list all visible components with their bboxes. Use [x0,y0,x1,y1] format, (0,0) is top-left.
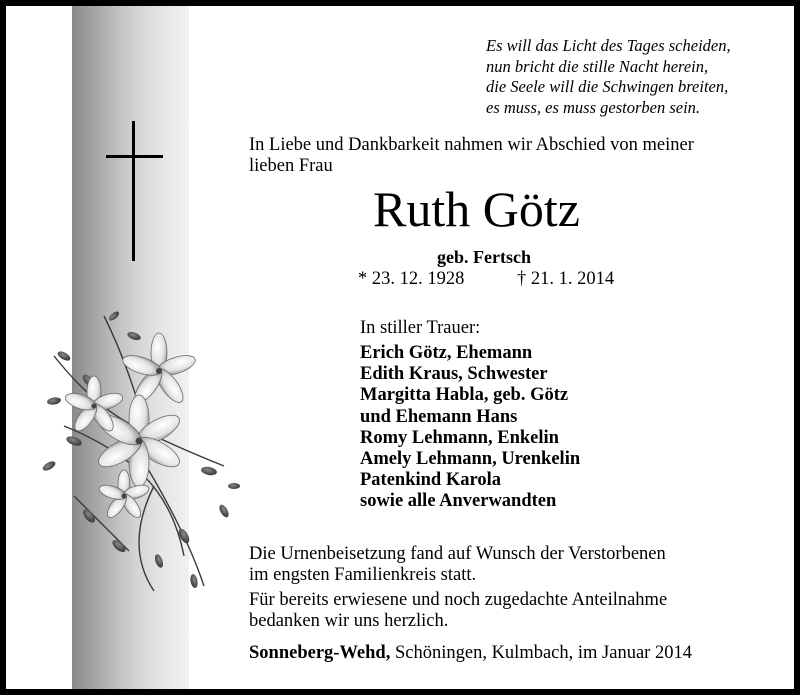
mourner-item: Margitta Habla, geb. Götz [360,385,569,406]
burial-note-line: Die Urnenbeisetzung fand auf Wunsch der Verstorbenen [249,544,666,564]
maiden-name: geb. Fertsch [437,247,531,267]
thanks-note-line: Für bereits erwiesene und noch zugedachte Anteilnahme [249,590,668,610]
mourner-item: und Ehemann Hans [360,406,518,427]
mourning-heading: In stiller Trauer: [360,318,481,338]
cross-icon [106,121,166,263]
place-rest: Schöningen, Kulmbach, im Januar 2014 [390,643,692,663]
death-date: † 21. 1. 2014 [517,269,615,289]
place-and-date [249,643,692,664]
burial-note-line: im engsten Familienkreis statt. [249,565,477,585]
mourners-list [360,343,580,513]
mourner-item: sowie alle Anverwandten [360,491,557,512]
mourner-item: Amely Lehmann, Urenkelin [360,449,581,470]
poem-line: es muss, es muss gestorben sein. [486,97,701,117]
mourner-item: Edith Kraus, Schwester [360,364,548,385]
poem-line: Es will das Licht des Tages scheiden, [486,36,731,55]
place-primary: Sonneberg-Wehd, [249,643,391,663]
intro-line: lieben Frau [249,156,333,176]
deceased-name: Ruth Götz [373,181,580,237]
mourner-item: Romy Lehmann, Enkelin [360,427,559,448]
poem-line: die Seele will die Schwingen breiten, [486,77,729,96]
poem-verse [486,36,731,118]
birth-date: * 23. 12. 1928 [358,269,465,289]
mourner-item: Patenkind Karola [360,470,501,491]
thanks-note [249,590,667,632]
burial-note [249,544,666,586]
poem-line: nun bricht die stille Nacht herein, [486,56,709,76]
flower-bouquet-image [34,296,244,596]
mourner-item: Erich Götz, Ehemann [360,343,533,363]
intro-line: In Liebe und Dankbarkeit nahmen wir Abschied von meiner [249,135,694,155]
thanks-note-line: bedanken wir uns herzlich. [249,611,449,631]
intro-text [249,135,694,177]
